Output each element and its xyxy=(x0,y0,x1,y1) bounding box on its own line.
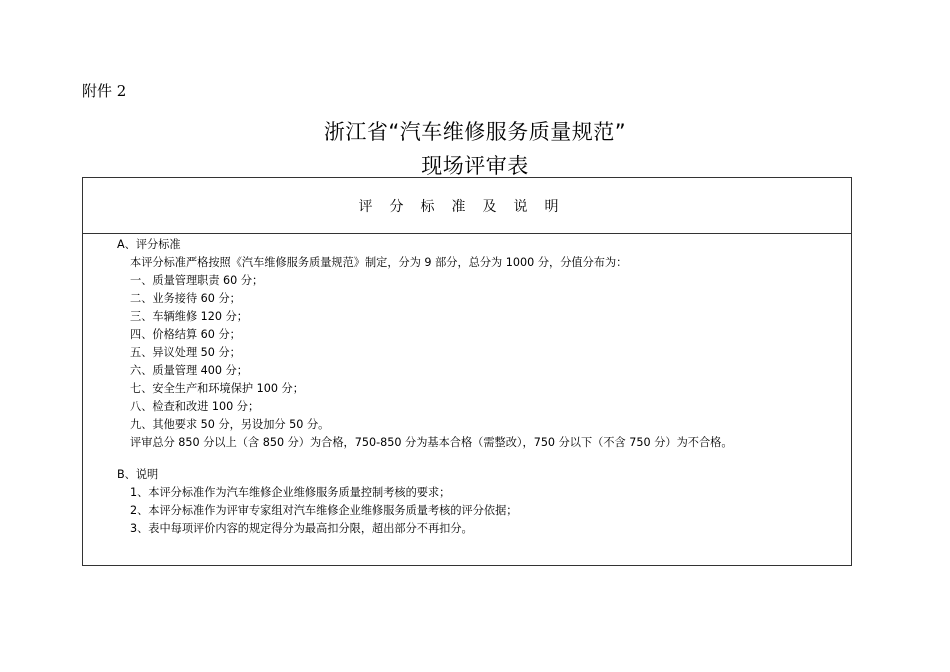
list-item: 三、车辆维修 120 分； xyxy=(130,310,248,323)
document-title: 浙江省“汽车维修服务质量规范” xyxy=(323,120,627,144)
section-b-heading: B、说明 xyxy=(117,468,159,481)
attachment-label: 附件 2 xyxy=(82,82,127,100)
list-item: 五、异议处理 50 分； xyxy=(130,346,241,359)
list-item: 七、安全生产和环境保护 100 分； xyxy=(130,382,304,395)
evaluation-table xyxy=(82,177,852,566)
list-item: 一、质量管理职责 60 分； xyxy=(130,274,264,287)
list-item: 六、质量管理 400 分； xyxy=(130,364,248,377)
document-subtitle: 现场评审表 xyxy=(421,154,529,178)
table-header: 评分标准及说明 xyxy=(83,178,851,234)
list-item: 1、本评分标准作为汽车维修企业维修服务质量控制考核的要求； xyxy=(130,486,451,499)
list-item: 四、价格结算 60 分； xyxy=(130,328,241,341)
section-a-intro: 本评分标准严格按照《汽车维修服务质量规范》制定，分为 9 部分，总分为 1000 分，分值分布为： xyxy=(130,256,628,269)
section-a-heading: A、评分标准 xyxy=(117,238,181,251)
list-item: 八、检查和改进 100 分； xyxy=(130,400,260,413)
list-item: 二、业务接待 60 分； xyxy=(130,292,241,305)
section-a-summary: 评审总分 850 分以上（含 850 分）为合格，750-850 分为基本合格（需整改），750 分以下（不含 750 分）为不合格。 xyxy=(130,436,733,449)
list-item: 3、表中每项评价内容的规定得分为最高扣分限，超出部分不再扣分。 xyxy=(130,522,473,535)
list-item: 九、其他要求 50 分，另设加分 50 分。 xyxy=(130,418,330,431)
list-item: 2、本评分标准作为评审专家组对汽车维修企业维修服务质量考核的评分依据； xyxy=(130,504,518,517)
